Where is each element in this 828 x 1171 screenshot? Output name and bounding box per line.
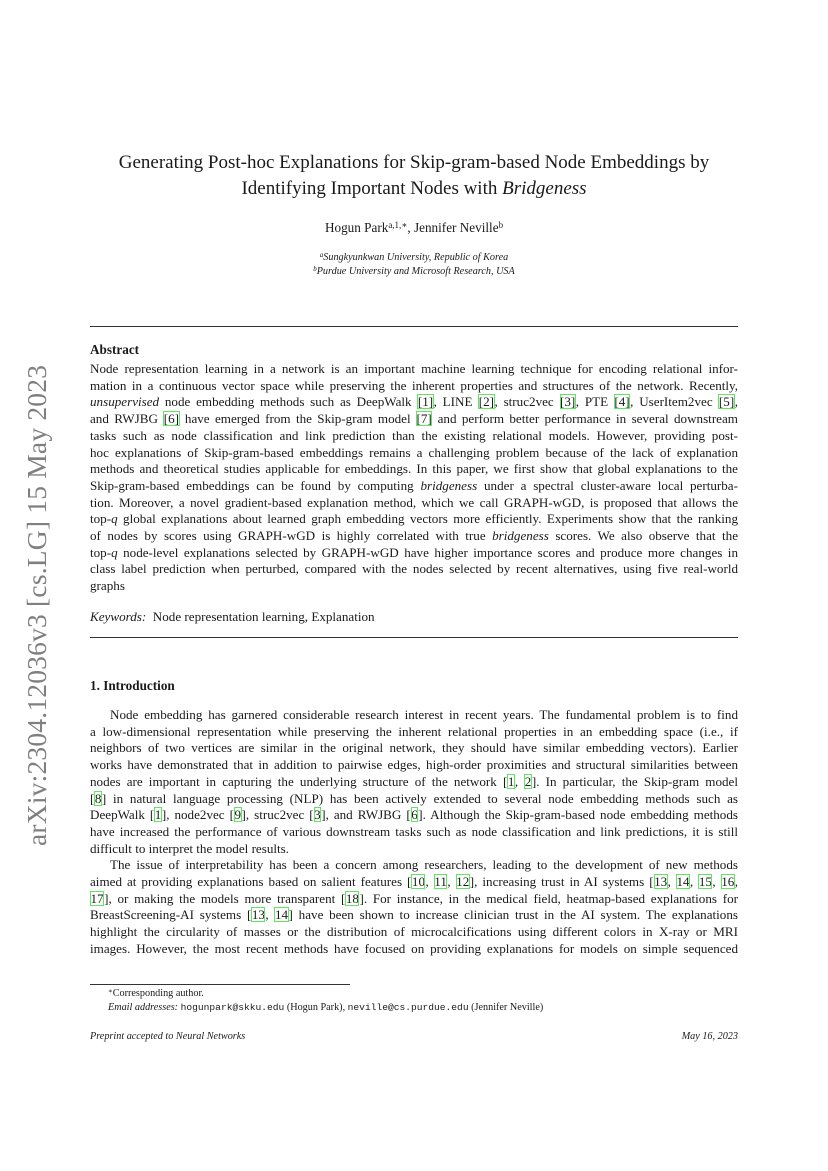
arxiv-identifier-stamp: arXiv:2304.12036v3 [cs.LG] 15 May 2023	[21, 364, 52, 846]
text-run: ] have been shown to increase clinician trust in the AI system. The explanations	[288, 907, 738, 923]
abstract-line	[90, 478, 738, 495]
footnote-corresponding	[108, 987, 543, 1001]
text-run: under a spectral cluster-aware local perturba-	[477, 477, 738, 493]
emphasis: q	[111, 544, 118, 560]
text-run: scores. We also observe that the	[548, 528, 739, 544]
author-affiliation-mark: b	[498, 219, 504, 230]
abstract-bottom-rule	[90, 637, 738, 638]
text-run: ,	[734, 874, 739, 890]
emphasis: q	[111, 511, 118, 527]
text-run: , LINE	[433, 394, 479, 410]
citation-link[interactable]: 10	[411, 874, 425, 890]
abstract-line	[90, 528, 738, 545]
citation-link[interactable]: 3	[314, 807, 321, 823]
affiliation-text: Purdue University and Microsoft Research, USA	[316, 265, 515, 277]
paragraph-line: a low-dimensional representation while preserving the inherent relational properties in an embedding space (i.e., if	[90, 723, 738, 739]
citation-link[interactable]: [5]	[718, 394, 735, 410]
abstract-top-rule	[90, 326, 738, 327]
paragraph-line: difficult to interpret the model results.	[90, 840, 290, 856]
abstract-line: methods and theoretical studies applicable for embeddings. In this paper, we first show that global explanations to the	[90, 461, 738, 477]
text-run: have emerged from the Skip-gram model	[179, 411, 416, 427]
text-run: top-	[90, 544, 112, 560]
citation-link[interactable]: [7]	[416, 411, 432, 427]
citation-link[interactable]: [1]	[417, 394, 434, 410]
text-run: nodes are important in capturing the underlying structure of the network [	[90, 773, 508, 789]
text-run: ]. Although the Skip-gram-based node embedding methods	[418, 807, 738, 823]
citation-link[interactable]: 14	[676, 874, 690, 890]
paragraph-line: works have demonstrated that in addition to pairwise edges, high-order proximities and structural similarities between	[90, 757, 738, 773]
emphasis: bridgeness	[420, 477, 478, 493]
citation-link[interactable]: 16	[721, 874, 735, 890]
text-run: Skip-gram-based embeddings can be found by computing	[90, 477, 421, 493]
emphasis: unsupervised	[90, 394, 160, 410]
citation-link[interactable]: 18	[345, 890, 359, 906]
page-date: May 16, 2023	[681, 1031, 738, 1042]
paragraph-line	[90, 774, 738, 791]
citation-link[interactable]: 13	[251, 907, 265, 923]
section-heading-introduction: 1. Introduction	[90, 678, 175, 693]
citation-link[interactable]: 9	[234, 807, 242, 823]
text-run: ,	[425, 874, 434, 890]
citation-link[interactable]: 1	[507, 773, 515, 789]
paragraph-line: highlight the circularity of masses or the distribution of microcalcifications using different colors in X-ray or MRI	[90, 924, 738, 940]
text-run: global explanations about learned graph embedding vectors more efficiently. Experiments show that the ranking	[117, 511, 738, 527]
text-run: , PTE	[575, 394, 614, 410]
paragraph-line: neighbors of two vertices are similar in the original network, they should have similar embedding vectors). Earlier	[90, 740, 738, 756]
text-run: ,	[667, 874, 676, 890]
abstract-line: tasks such as node classification and link prediction than the existing relational models. However, providing post-	[90, 427, 738, 443]
text-run: ], and RWJBG [	[321, 807, 411, 823]
text-run: aimed at providing explanations based on salient features [	[90, 874, 412, 890]
text-run: ,	[447, 874, 456, 890]
text-run: ], struc2vec [	[241, 807, 314, 823]
text-run: node-level explanations selected by GRAPH-wGD have higher importance scores and produce more changes in	[117, 544, 738, 560]
author-list	[90, 220, 738, 236]
text-run: and RWJBG	[90, 411, 164, 427]
email-owner: (Jennifer Neville)	[468, 1002, 544, 1013]
emphasis: bridgeness	[492, 528, 549, 544]
author-name: Jennifer Neville	[413, 220, 499, 235]
abstract-line: tion. Moreover, a novel gradient-based explanation method, which we call GRAPH-wGD, is proposed that allows the	[90, 494, 738, 510]
text-run: ]. For instance, in the medical field, heatmap-based explanations for	[359, 890, 738, 906]
citation-link[interactable]: [3]	[560, 394, 576, 410]
abstract-line	[90, 411, 738, 428]
email-owner: (Hogun Park),	[284, 1002, 348, 1013]
text-run: , struc2vec	[494, 394, 560, 410]
abstract-line: Node representation learning in a network is an important machine learning technique for encoding relational infor-	[90, 361, 738, 376]
paragraph-line	[90, 891, 738, 908]
footnote-rule	[90, 984, 350, 985]
footnote-emails	[108, 1001, 543, 1015]
text-run: ,	[514, 773, 525, 789]
paragraph-line: Node embedding has garnered considerable research interest in recent years. The fundamental problem is to find	[110, 707, 738, 722]
footnote-text: Corresponding author.	[112, 988, 204, 999]
citation-link[interactable]: [4]	[614, 394, 630, 410]
abstract-line	[90, 394, 738, 411]
abstract-body	[90, 361, 738, 595]
text-run: DeepWalk [	[90, 807, 155, 823]
citation-link[interactable]: 6	[411, 807, 418, 823]
footnote-mark: ∗	[108, 987, 113, 995]
text-run: node embedding methods such as DeepWalk	[159, 394, 418, 410]
paragraph-line: have increased the performance of various downstream tasks such as node classification and link predictions, it is still	[90, 823, 738, 839]
text-run: ] in natural language processing (NLP) has been actively extended to several node embedding methods such as	[101, 790, 738, 806]
text-run: [	[90, 790, 95, 806]
text-run: top-	[90, 511, 112, 527]
paragraph-line	[90, 874, 738, 891]
author-separator: ,	[407, 220, 414, 235]
abstract-line: class label prediction when perturbed, compared with the nodes selected by recent alternatives, using five real-world	[90, 561, 738, 577]
title-emphasis: Bridgeness	[502, 178, 587, 199]
citation-link[interactable]: 8	[94, 790, 102, 806]
paragraph-line: images. However, the most recent methods have focused on providing explanations for models on simple sequenced	[90, 940, 738, 956]
citation-link[interactable]: 13	[654, 874, 668, 890]
affiliation-mark: a	[319, 251, 324, 259]
keywords-label: Keywords:	[90, 609, 147, 624]
abstract-line	[90, 511, 738, 528]
text-run: BreastScreening-AI systems [	[90, 907, 252, 923]
email-link[interactable]: hogunpark@skku.edu	[180, 1002, 285, 1013]
citation-link[interactable]: 15	[698, 874, 712, 890]
footnote	[108, 987, 543, 1015]
paragraph-line: The issue of interpretability has been a concern among researchers, leading to the development of new methods	[110, 857, 738, 873]
abstract-line: graphs	[90, 578, 125, 594]
keywords	[90, 609, 375, 625]
affiliation-mark: b	[313, 265, 317, 273]
paragraph-line	[90, 791, 738, 808]
abstract-line: mation in a continuous vector space while preserving the inherent properties and structures of the network. Recently,	[90, 377, 738, 393]
text-run: of nodes by scores using GRAPH-wGD is highly correlated with true	[90, 528, 493, 544]
paragraph-line	[90, 907, 738, 924]
text-run: ]. In particular, the Skip-gram model	[531, 773, 738, 789]
email-label: Email addresses:	[108, 1002, 179, 1013]
text-run: ,	[265, 907, 275, 923]
citation-link[interactable]: 14	[274, 907, 289, 923]
citation-link[interactable]: 17	[90, 890, 104, 906]
author-name: Hogun Park	[324, 220, 389, 235]
affiliation-text: Sungkyunkwan University, Republic of Korea	[323, 252, 509, 263]
citation-link[interactable]: [2]	[478, 394, 495, 410]
keywords-text: Node representation learning, Explanation	[152, 609, 375, 624]
abstract-line	[90, 545, 738, 562]
citation-link[interactable]: [6]	[163, 411, 180, 427]
text-run: ,	[712, 874, 721, 890]
author-affiliation-mark: a,1,∗	[388, 219, 408, 230]
text-run: ], or making the models more transparent [	[104, 890, 346, 906]
affiliation-list	[90, 251, 738, 278]
affiliation	[90, 265, 738, 279]
abstract-heading: Abstract	[90, 342, 140, 357]
text-run: , UserItem2vec	[630, 394, 719, 410]
citation-link[interactable]: 1	[154, 807, 162, 823]
text-run: ,	[734, 394, 738, 410]
text-run: ], node2vec [	[161, 807, 234, 823]
title-line-2: Identifying Important Nodes with	[241, 178, 503, 199]
preprint-note: Preprint accepted to Neural Networks	[90, 1031, 246, 1042]
citation-link[interactable]: 11	[434, 874, 447, 890]
paper-title	[90, 150, 738, 202]
introduction-body	[90, 707, 738, 958]
text-run: ], increasing trust in AI systems [	[469, 874, 654, 890]
title-line-1: Generating Post-hoc Explanations for Skip-gram-based Node Embeddings by	[118, 152, 710, 173]
text-run: ,	[690, 874, 699, 890]
email-link[interactable]: neville@cs.purdue.edu	[347, 1002, 469, 1013]
affiliation	[90, 251, 738, 265]
citation-link[interactable]: 2	[524, 773, 532, 789]
paragraph-line	[90, 807, 738, 824]
text-run: and perform better performance in several downstream	[432, 411, 738, 427]
citation-link[interactable]: 12	[456, 874, 470, 890]
abstract-line: hoc explanations of Skip-gram-based embeddings remains a challenging problem because of the lack of explanation	[90, 444, 738, 460]
